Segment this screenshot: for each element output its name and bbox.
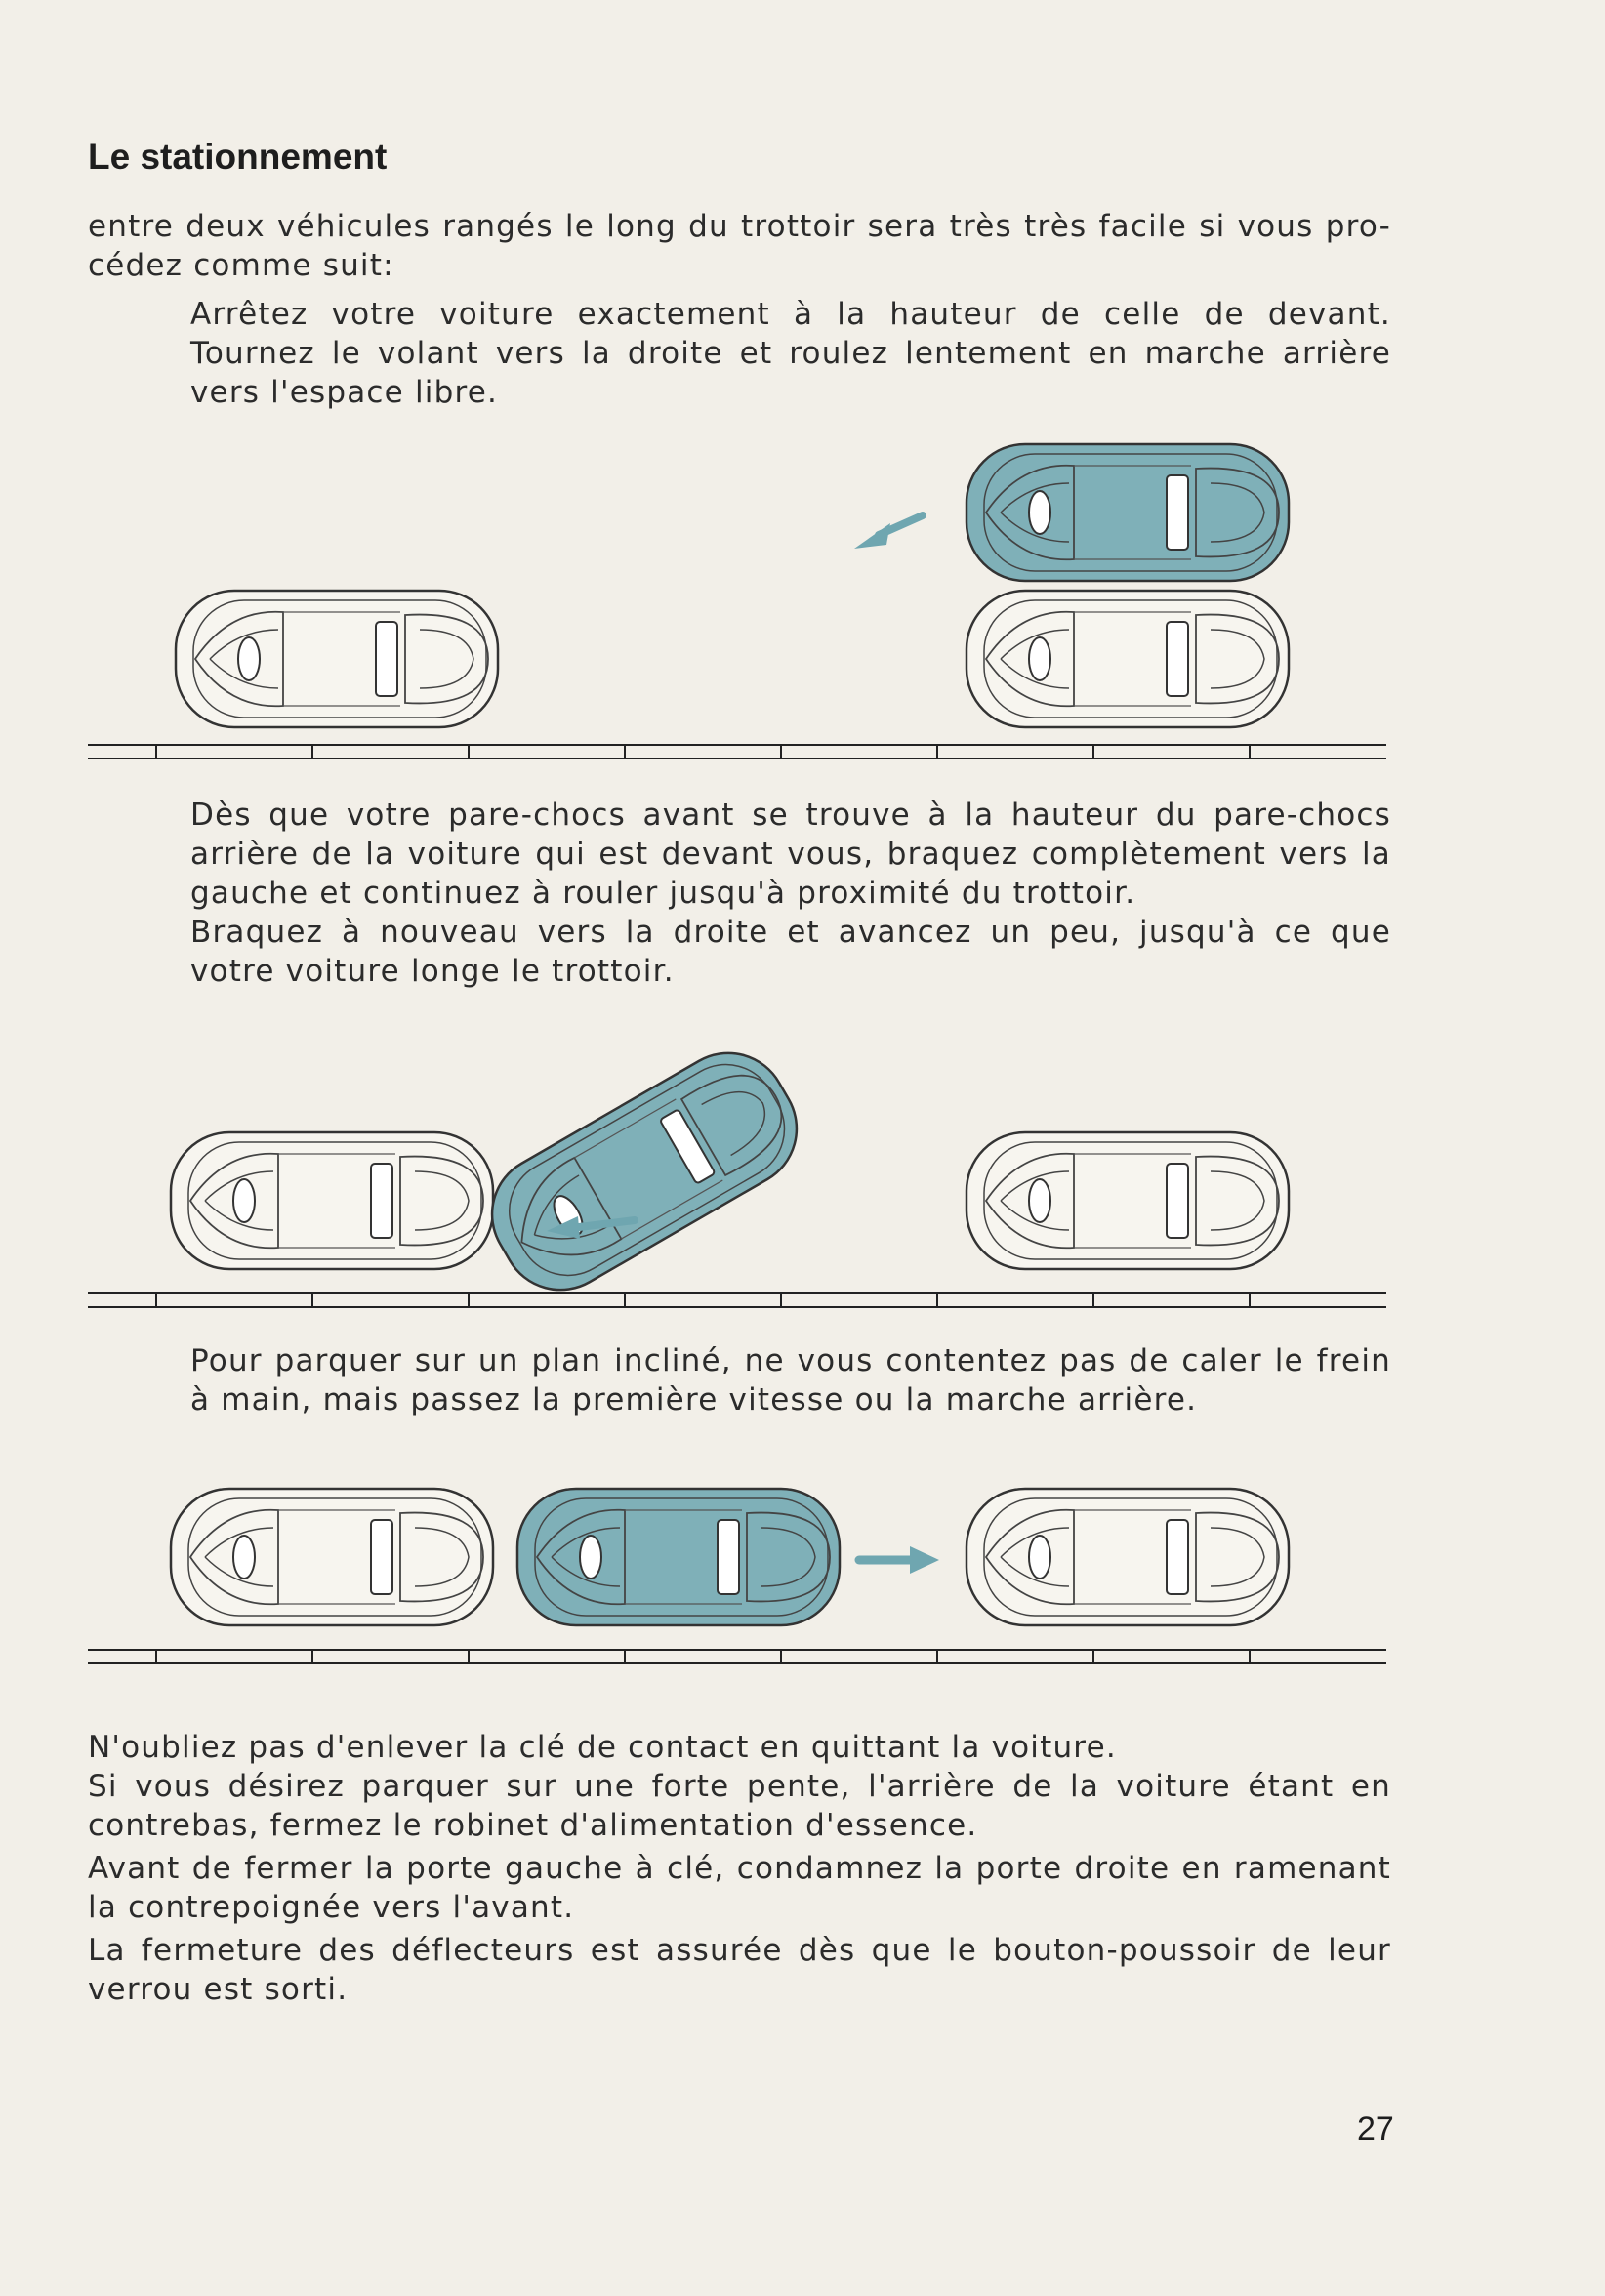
parked-car-front xyxy=(967,1132,1289,1269)
intro-line-2: cédez comme suit: xyxy=(88,248,394,283)
page-title: Le stationnement xyxy=(88,137,388,177)
parking-diagram-3 xyxy=(78,1474,1406,1669)
parked-car-highlighted xyxy=(517,1489,840,1625)
curb xyxy=(88,745,1386,758)
note-4: La fermeture des déflecteurs est assurée dès que le bouton-poussoir de leur verrou est sorti. xyxy=(88,1933,1391,2007)
maneuvering-car xyxy=(471,1032,818,1311)
step2-part-1: Dès que votre pare-chocs avant se trouve à la hauteur du pare-chocs arrière de la voiture qui est devant vous, braquez complètement vers la gauche et continuez à rouler jusqu'à proximité du trottoir. xyxy=(190,798,1391,911)
note-3: Avant de fermer la porte gauche à clé, condamnez la porte droite en ramenant la contrepoignée vers l'avant. xyxy=(88,1851,1391,1925)
parking-diagram-2 xyxy=(78,1025,1406,1318)
maneuvering-car xyxy=(967,444,1289,581)
forward-arrow-head xyxy=(910,1546,939,1574)
note-2: Si vous désirez parquer sur une forte pente, l'arrière de la voiture étant en contrebas, fermez le robinet d'alimentation d'essence. xyxy=(88,1769,1391,1843)
parking-diagram-1 xyxy=(78,430,1406,781)
parked-car-rear xyxy=(171,1132,493,1269)
note-1: N'oubliez pas d'enlever la clé de contact en quittant la voiture. xyxy=(88,1730,1117,1765)
page-number: 27 xyxy=(1357,2111,1394,2148)
parked-car-rear xyxy=(176,591,498,727)
intro-paragraph xyxy=(88,207,1391,285)
curb xyxy=(88,1293,1386,1307)
curb xyxy=(88,1650,1386,1663)
parked-car-front xyxy=(967,591,1289,727)
reverse-arrow-head xyxy=(854,523,890,549)
parked-car-rear xyxy=(171,1489,493,1625)
intro-line-1: entre deux véhicules rangés le long du trottoir sera très très facile si vous pro- xyxy=(88,209,1391,244)
notes-block xyxy=(88,1728,1391,2009)
step1-paragraph: Arrêtez votre voiture exactement à la hauteur de celle de devant. Tournez le volant vers la droite et roulez lentement en marche arrière vers l'espace libre. xyxy=(190,297,1391,410)
step2-part-2: Braquez à nouveau vers la droite et avancez un peu, jusqu'à ce que votre voiture longe le trottoir. xyxy=(190,915,1391,989)
step2-paragraph xyxy=(190,796,1391,991)
step3-paragraph: Pour parquer sur un plan incliné, ne vous contentez pas de caler le frein à main, mais passez la première vitesse ou la marche arrière. xyxy=(190,1343,1391,1417)
parked-car-front xyxy=(967,1489,1289,1625)
